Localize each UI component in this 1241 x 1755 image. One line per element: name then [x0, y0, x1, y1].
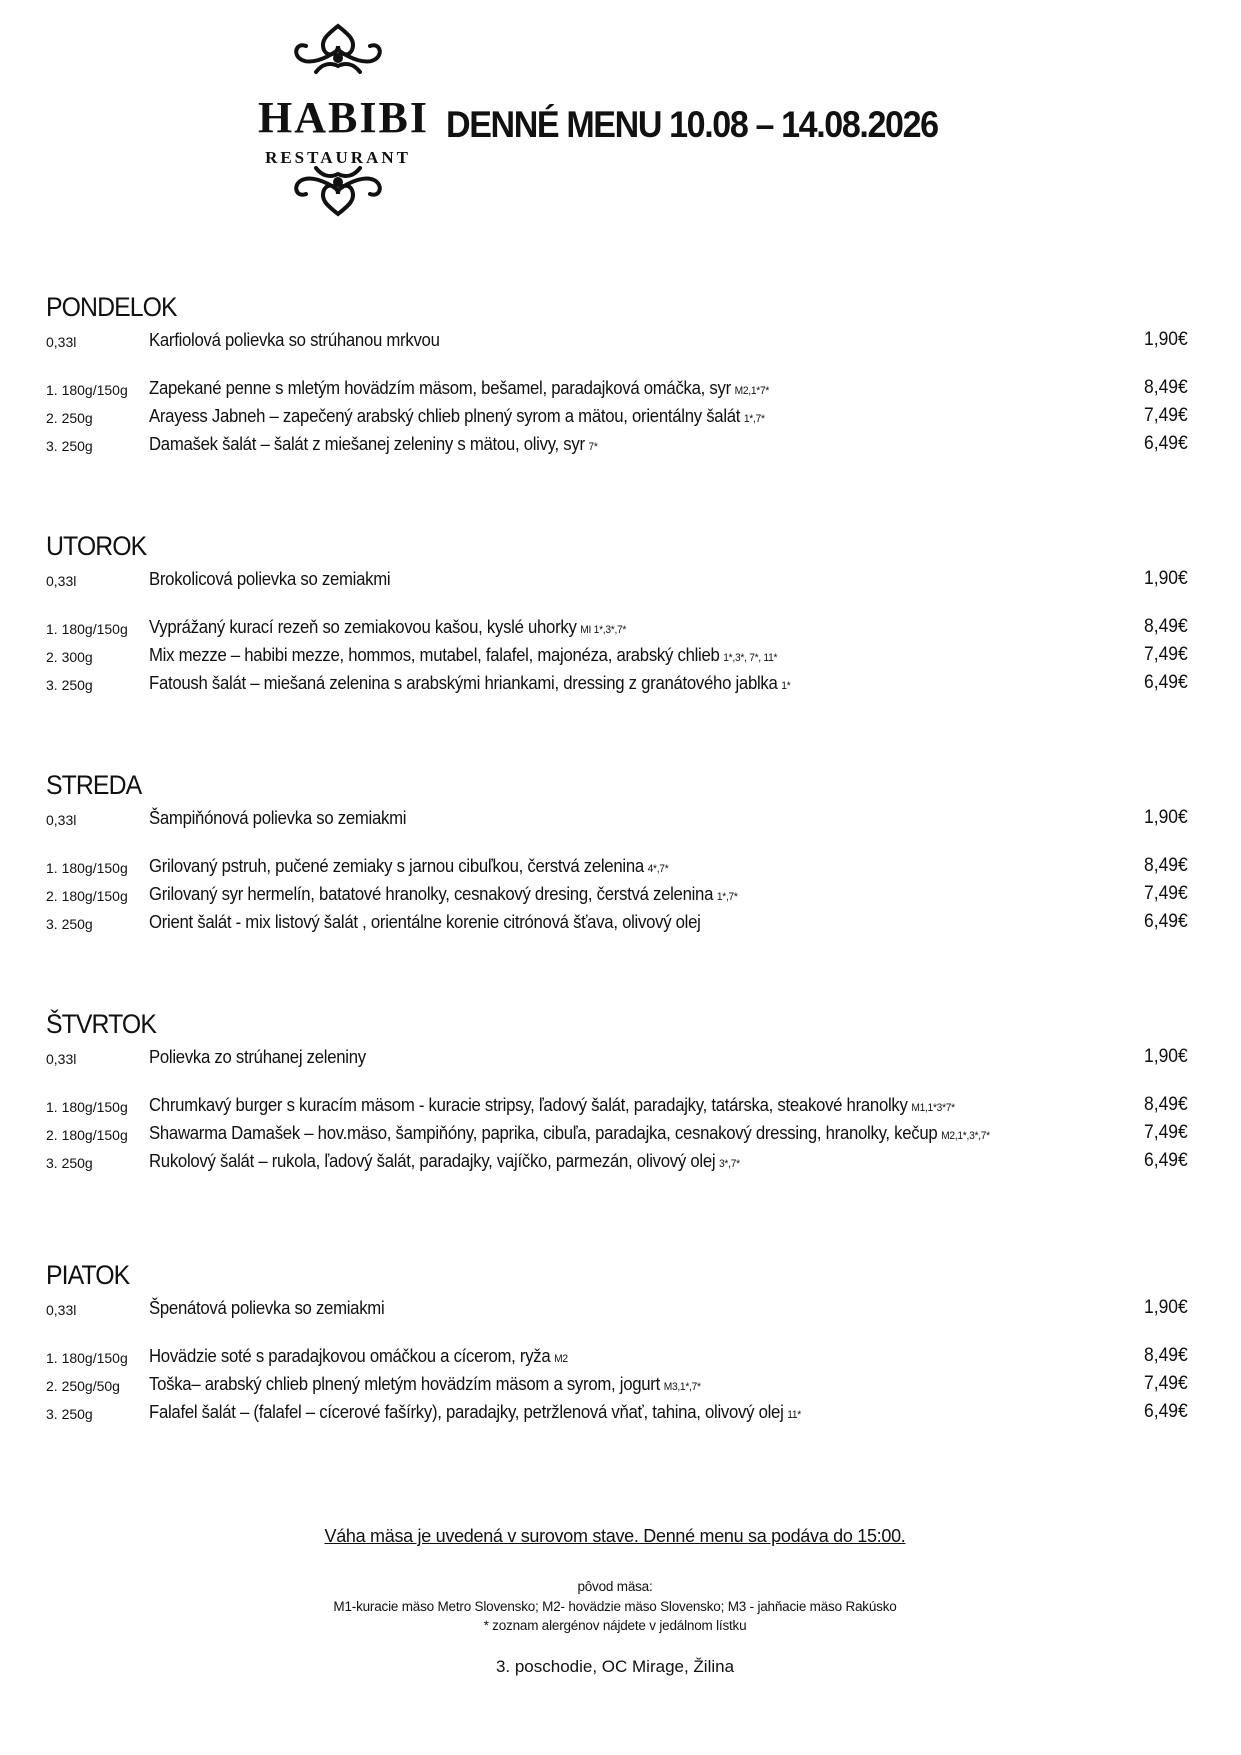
day-section — [46, 290, 1196, 458]
dish-name — [149, 1119, 990, 1150]
dish-name — [149, 1091, 955, 1122]
day-title: STREDA — [46, 770, 142, 800]
meat-origin-title: pôvod mäsa: — [577, 1579, 653, 1594]
dish-row — [46, 402, 1196, 430]
dish-text: Brokolicová polievka so zemiakmi — [149, 569, 391, 589]
portion-size: 3. 250g — [46, 677, 93, 693]
dish-name — [149, 908, 704, 939]
allergen-codes: M2,1*,3*,7* — [941, 1130, 990, 1142]
soup-row — [46, 1294, 1196, 1322]
price: 1,90€ — [1144, 329, 1188, 350]
dish-name — [149, 1342, 568, 1373]
day-section — [46, 768, 1196, 936]
portion-size: 0,33l — [46, 1051, 77, 1067]
dish-name — [149, 1294, 388, 1325]
price: 8,49€ — [1144, 855, 1188, 876]
dish-row — [46, 613, 1196, 641]
dish-name — [149, 430, 598, 461]
weight-note: Váha mäsa je uvedená v surovom stave. Denné menu sa podáva do 15:00. — [324, 1526, 906, 1546]
dish-text: Orient šalát - mix listový šalát , orientálne korenie citrónová šťava, olivový olej — [149, 912, 701, 932]
day-title: ŠTVRTOK — [46, 1009, 156, 1039]
dish-row — [46, 669, 1196, 697]
dish-text: Zapekané penne s mletým hovädzím mäsom, bešamel, paradajková omáčka, syr — [149, 378, 731, 398]
allergen-codes: M3,1*,7* — [663, 1381, 701, 1393]
allergen-codes: M2 — [554, 1353, 568, 1365]
allergen-codes: M2,1*7* — [734, 385, 770, 397]
dish-text: Rukolový šalát – rukola, ľadový šalát, paradajky, vajíčko, parmezán, olivový olej — [149, 1151, 716, 1171]
dish-name — [149, 669, 790, 700]
portion-size: 0,33l — [46, 573, 77, 589]
allergen-codes: 1*,7* — [716, 891, 738, 903]
dish-text: Polievka zo strúhanej zeleniny — [149, 1047, 366, 1067]
restaurant-name: HABIBI — [258, 93, 429, 142]
dish-text: Mix mezze – habibi mezze, hommos, mutabel, falafel, majonéza, arabský chlieb — [149, 645, 720, 665]
allergen-codes: 11* — [787, 1409, 802, 1421]
dish-row — [46, 1398, 1196, 1426]
price: 6,49€ — [1144, 433, 1188, 454]
portion-size: 1. 180g/150g — [46, 1350, 128, 1366]
portion-size: 0,33l — [46, 334, 77, 350]
allergen-codes: 1* — [781, 680, 791, 692]
dish-text: Damašek šalát – šalát z miešanej zeleniny s mätou, olivy, syr — [149, 434, 585, 454]
price: 1,90€ — [1144, 1297, 1188, 1318]
dish-name — [149, 1043, 370, 1074]
day-title: PONDELOK — [46, 292, 177, 322]
price: 6,49€ — [1144, 1401, 1188, 1422]
dish-text: Arayess Jabneh – zapečený arabský chlieb plnený syrom a mätou, orientálny šalát — [149, 406, 741, 426]
spacer — [46, 1322, 1196, 1342]
price: 1,90€ — [1144, 1046, 1188, 1067]
day-section — [46, 529, 1196, 697]
price: 6,49€ — [1144, 911, 1188, 932]
dish-row — [46, 641, 1196, 669]
soup-row — [46, 565, 1196, 593]
allergen-codes: 1*,7* — [743, 413, 765, 425]
portion-size: 1. 180g/150g — [46, 860, 128, 876]
price: 8,49€ — [1144, 377, 1188, 398]
portion-size: 2. 250g — [46, 410, 93, 426]
dish-name — [149, 565, 394, 596]
dish-name — [149, 326, 443, 357]
portion-size: 3. 250g — [46, 1406, 93, 1422]
dish-row — [46, 1091, 1196, 1119]
price: 8,49€ — [1144, 1345, 1188, 1366]
dish-text: Fatoush šalát – miešaná zelenina s arabskými hriankami, dressing z granátového jablka — [149, 673, 778, 693]
dish-text: Vyprážaný kurací rezeň so zemiakovou kašou, kyslé uhorky — [149, 617, 577, 637]
price: 6,49€ — [1144, 1150, 1188, 1171]
dish-name — [149, 641, 777, 672]
portion-size: 3. 250g — [46, 916, 93, 932]
soup-row — [46, 804, 1196, 832]
portion-size: 2. 250g/50g — [46, 1378, 120, 1394]
price: 7,49€ — [1144, 405, 1188, 426]
dish-row — [46, 1147, 1196, 1175]
portion-size: 3. 250g — [46, 1155, 93, 1171]
dish-name — [149, 374, 769, 405]
restaurant-subtitle: RESTAURANT — [265, 148, 411, 167]
dish-row — [46, 430, 1196, 458]
allergen-codes: MI 1*,3*,7* — [580, 624, 627, 636]
dish-text: Shawarma Damašek – hov.mäso, šampiňóny, paprika, cibuľa, paradajka, cesnakový dressing, hranolky, kečup — [149, 1123, 938, 1143]
soup-row — [46, 326, 1196, 354]
dish-text: Karfiolová polievka so strúhanou mrkvou — [149, 330, 440, 350]
soup-row — [46, 1043, 1196, 1071]
spacer — [46, 354, 1196, 374]
address: 3. poschodie, OC Mirage, Žilina — [495, 1657, 735, 1676]
dish-text: Šampiňónová polievka so zemiakmi — [149, 808, 407, 828]
dish-name — [149, 852, 668, 883]
allergen-codes: 1*,3*, 7*, 11* — [723, 652, 778, 664]
portion-size: 2. 300g — [46, 649, 93, 665]
meat-origin-text: M1-kuracie mäso Metro Slovensko; M2- hovädzie mäso Slovensko; M3 - jahňacie mäso Rakúsko — [333, 1599, 897, 1614]
dish-row — [46, 852, 1196, 880]
dish-row — [46, 880, 1196, 908]
portion-size: 1. 180g/150g — [46, 382, 128, 398]
dish-name — [149, 1398, 801, 1429]
portion-size: 0,33l — [46, 1302, 77, 1318]
dish-text: Špenátová polievka so zemiakmi — [149, 1298, 385, 1318]
portion-size: 0,33l — [46, 812, 77, 828]
dish-text: Hovädzie soté s paradajkovou omáčkou a cícerom, ryža — [149, 1346, 551, 1366]
price: 8,49€ — [1144, 616, 1188, 637]
portion-size: 3. 250g — [46, 438, 93, 454]
allergen-codes: 4*,7* — [647, 863, 669, 875]
price: 7,49€ — [1144, 1122, 1188, 1143]
day-section — [46, 1007, 1196, 1175]
price: 1,90€ — [1144, 568, 1188, 589]
dish-text: Grilovaný syr hermelín, batatové hranolky, cesnakový dresing, čerstvá zelenina — [149, 884, 714, 904]
dish-name — [149, 1147, 740, 1178]
dish-row — [46, 1119, 1196, 1147]
dish-name — [149, 880, 738, 911]
portion-size: 2. 180g/150g — [46, 1127, 128, 1143]
dish-name — [149, 804, 410, 835]
portion-size: 2. 180g/150g — [46, 888, 128, 904]
page-title: DENNÉ MENU 10.08 – 14.08.2026 — [446, 104, 938, 145]
allergen-codes: 3*,7* — [719, 1158, 740, 1170]
portion-size: 1. 180g/150g — [46, 1099, 128, 1115]
price: 8,49€ — [1144, 1094, 1188, 1115]
allergen-codes: M1,1*3*7* — [911, 1102, 955, 1114]
allergen-codes: 7* — [588, 441, 598, 453]
dish-text: Grilovaný pstruh, pučené zemiaky s jarnou cibuľkou, čerstvá zelenina — [149, 856, 644, 876]
dish-row — [46, 374, 1196, 402]
allergen-note: * zoznam alergénov nájdete v jedálnom lístku — [483, 1618, 747, 1633]
dish-text: Falafel šalát – (falafel – cícerové fašírky), paradajky, petržlenová vňať, tahina, olivový olej — [149, 1402, 784, 1422]
spacer — [46, 1071, 1196, 1091]
price: 1,90€ — [1144, 807, 1188, 828]
dish-row — [46, 908, 1196, 936]
restaurant-logo — [258, 20, 429, 220]
dish-name — [149, 402, 765, 433]
price: 7,49€ — [1144, 644, 1188, 665]
dish-text: Toška– arabský chlieb plnený mletým hovädzím mäsom a syrom, jogurt — [149, 1374, 660, 1394]
price: 7,49€ — [1144, 883, 1188, 904]
spacer — [46, 593, 1196, 613]
dish-row — [46, 1370, 1196, 1398]
price: 6,49€ — [1144, 672, 1188, 693]
price: 7,49€ — [1144, 1373, 1188, 1394]
dish-name — [149, 613, 626, 644]
portion-size: 1. 180g/150g — [46, 621, 128, 637]
spacer — [46, 832, 1196, 852]
dish-name — [149, 1370, 701, 1401]
day-title: PIATOK — [46, 1260, 130, 1290]
dish-text: Chrumkavý burger s kuracím mäsom - kuracie stripsy, ľadový šalát, paradajky, tatárska, steakové hranolky — [149, 1095, 908, 1115]
day-section — [46, 1258, 1196, 1426]
dish-row — [46, 1342, 1196, 1370]
day-title: UTOROK — [46, 531, 147, 561]
